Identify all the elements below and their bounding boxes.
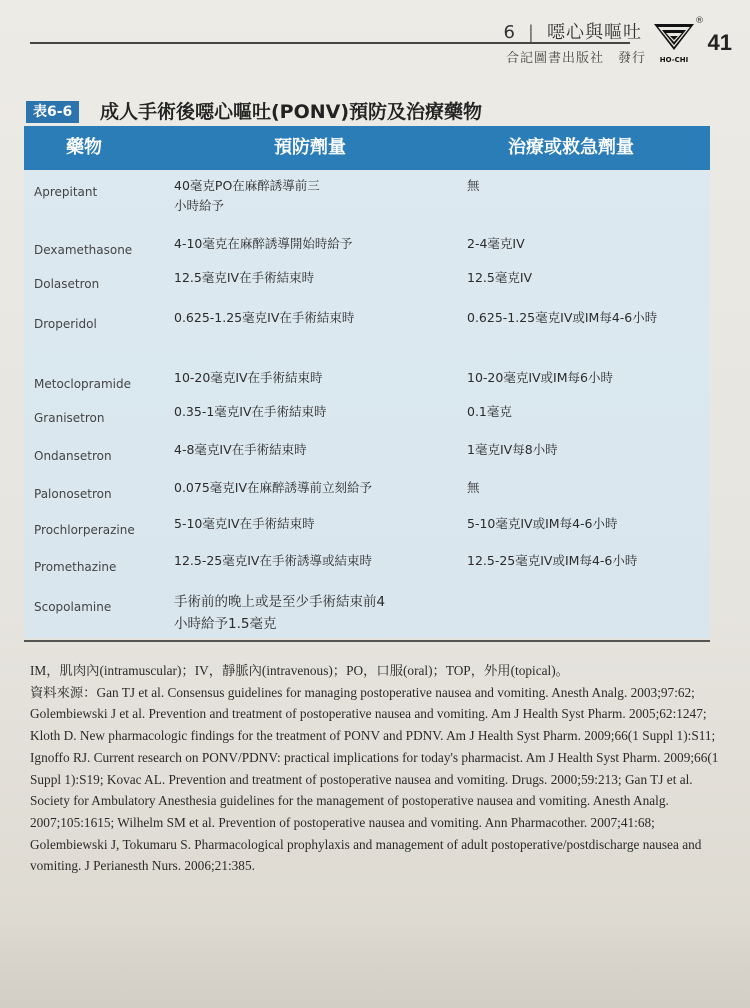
page-number: 41 [707,30,732,55]
prevention-dose: 10-20毫克IV在手術結束時 [174,370,323,385]
column-header-drug: 藥物 [66,137,102,158]
drug-name: Granisetron [34,411,105,425]
prevention-dose: 5-10毫克IV在手術結束時 [174,516,315,531]
rescue-dose: 無 [467,178,480,193]
prevention-dose: 4-10毫克在麻醉誘導開始時給予 [174,236,353,251]
rescue-dose: 5-10毫克IV或IM每4-6小時 [467,516,618,531]
logo-text: HO-CHI [659,56,689,64]
registered-mark-icon: ® [695,16,704,26]
prevention-dose: 手術前的晚上或是至少手術結束前4小時給予1.5毫克 [174,594,386,632]
column-header-prevention: 預防劑量 [274,137,346,158]
table-tag: 表6-6 [26,101,79,123]
page-shadow [0,910,750,1008]
prevention-dose: 12.5毫克IV在手術結束時 [174,270,315,285]
abbreviation-note: IM，肌肉內(intramuscular)；IV，靜脈內(intravenous)；PO，口服(oral)；TOP，外用(topical)。 [30,663,569,678]
chapter-number: 6 [503,22,516,43]
prevention-dose: 4-8毫克IV在手術結束時 [174,442,307,457]
drug-name: Dolasetron [34,277,100,291]
prevention-dose: 0.625-1.25毫克IV在手術結束時 [174,310,355,325]
drug-name: Metoclopramide [34,377,131,391]
drug-name: Dexamethasone [34,243,133,257]
rescue-dose: 0.625-1.25毫克IV或IM每4-6小時 [467,310,658,325]
table-header [24,126,710,170]
prevention-dose: 0.35-1毫克IV在手術結束時 [174,404,327,419]
separator: | [527,22,535,43]
publisher-line: 合記圖書出版社 發行 [505,51,646,66]
table-title: 成人手術後噁心嘔吐(PONV)預防及治療藥物 [100,101,483,123]
drug-name: Scopolamine [34,600,112,614]
drug-table [24,126,710,638]
table-bottom-rule [24,640,710,642]
publisher-logo-icon [652,20,696,64]
rescue-dose: 2-4毫克IV [467,236,525,251]
drug-name: Ondansetron [34,449,112,463]
drug-name: Prochlorperazine [34,523,135,537]
running-head [503,18,642,44]
page-header [0,0,750,80]
prevention-dose: 0.075毫克IV在麻醉誘導前立刻給予 [174,480,373,495]
column-header-rescue: 治療或救急劑量 [508,137,634,158]
rescue-dose: 10-20毫克IV或IM每6小時 [467,370,613,385]
rescue-dose: 1毫克IV每8小時 [467,442,558,457]
drug-name: Droperidol [34,317,97,331]
references-note: 資料來源：Gan TJ et al. Consensus guidelines for managing postoperative nausea and vomiting. Anesth Analg. 2003;97:62; Golembiewski J et al. Prevention and treatment of postoperative nausea and vomiting. Am J Health Syst Pharm. 2005;62:1247; Kloth D. New pharmacologic findings for the treatment of PONV and PDNV. Am J Health Syst Pharm. 2009;66(1 Suppl 1):S11; Ignoffo RJ. Current research on PONV/PDNV: practical implications for today's pharmacist. Am J Health Syst Pharm. 2009;66(1 Suppl 1):S19; Kovac AL. Prevention and treatment of postoperative nausea and vomiting. Drugs. 2000;59:213; Gan TJ et al. Society for Ambulatory Anesthesia guidelines for the management of postoperative nausea and vomiting. Anesth Analg. 2007;105:1615; Wilhelm SM et al. Prevention of postoperative nausea and vomiting. Ann Pharmacother. 2007;41:68; Golembiewski J, Tokumaru S. Pharmacological prophylaxis and management of adult postoperative/postdischarge nausea and vomiting. J Perianesth Nurs. 2006;21:385. [30,684,719,874]
rescue-dose: 12.5毫克IV [467,270,533,285]
prevention-dose: 40毫克PO在麻醉誘導前三小時給予 [174,178,320,213]
drug-name: Aprepitant [34,185,98,199]
rescue-dose: 12.5-25毫克IV或IM每4-6小時 [467,553,638,568]
chapter-title: 噁心與嘔吐 [547,22,642,43]
rescue-dose: 0.1毫克 [467,404,512,419]
table-footnotes [30,660,720,877]
rescue-dose: 無 [467,480,480,495]
table-caption [26,96,726,126]
prevention-dose: 12.5-25毫克IV在手術誘導或結束時 [174,553,372,568]
drug-name: Palonosetron [34,487,112,501]
drug-name: Promethazine [34,560,117,574]
